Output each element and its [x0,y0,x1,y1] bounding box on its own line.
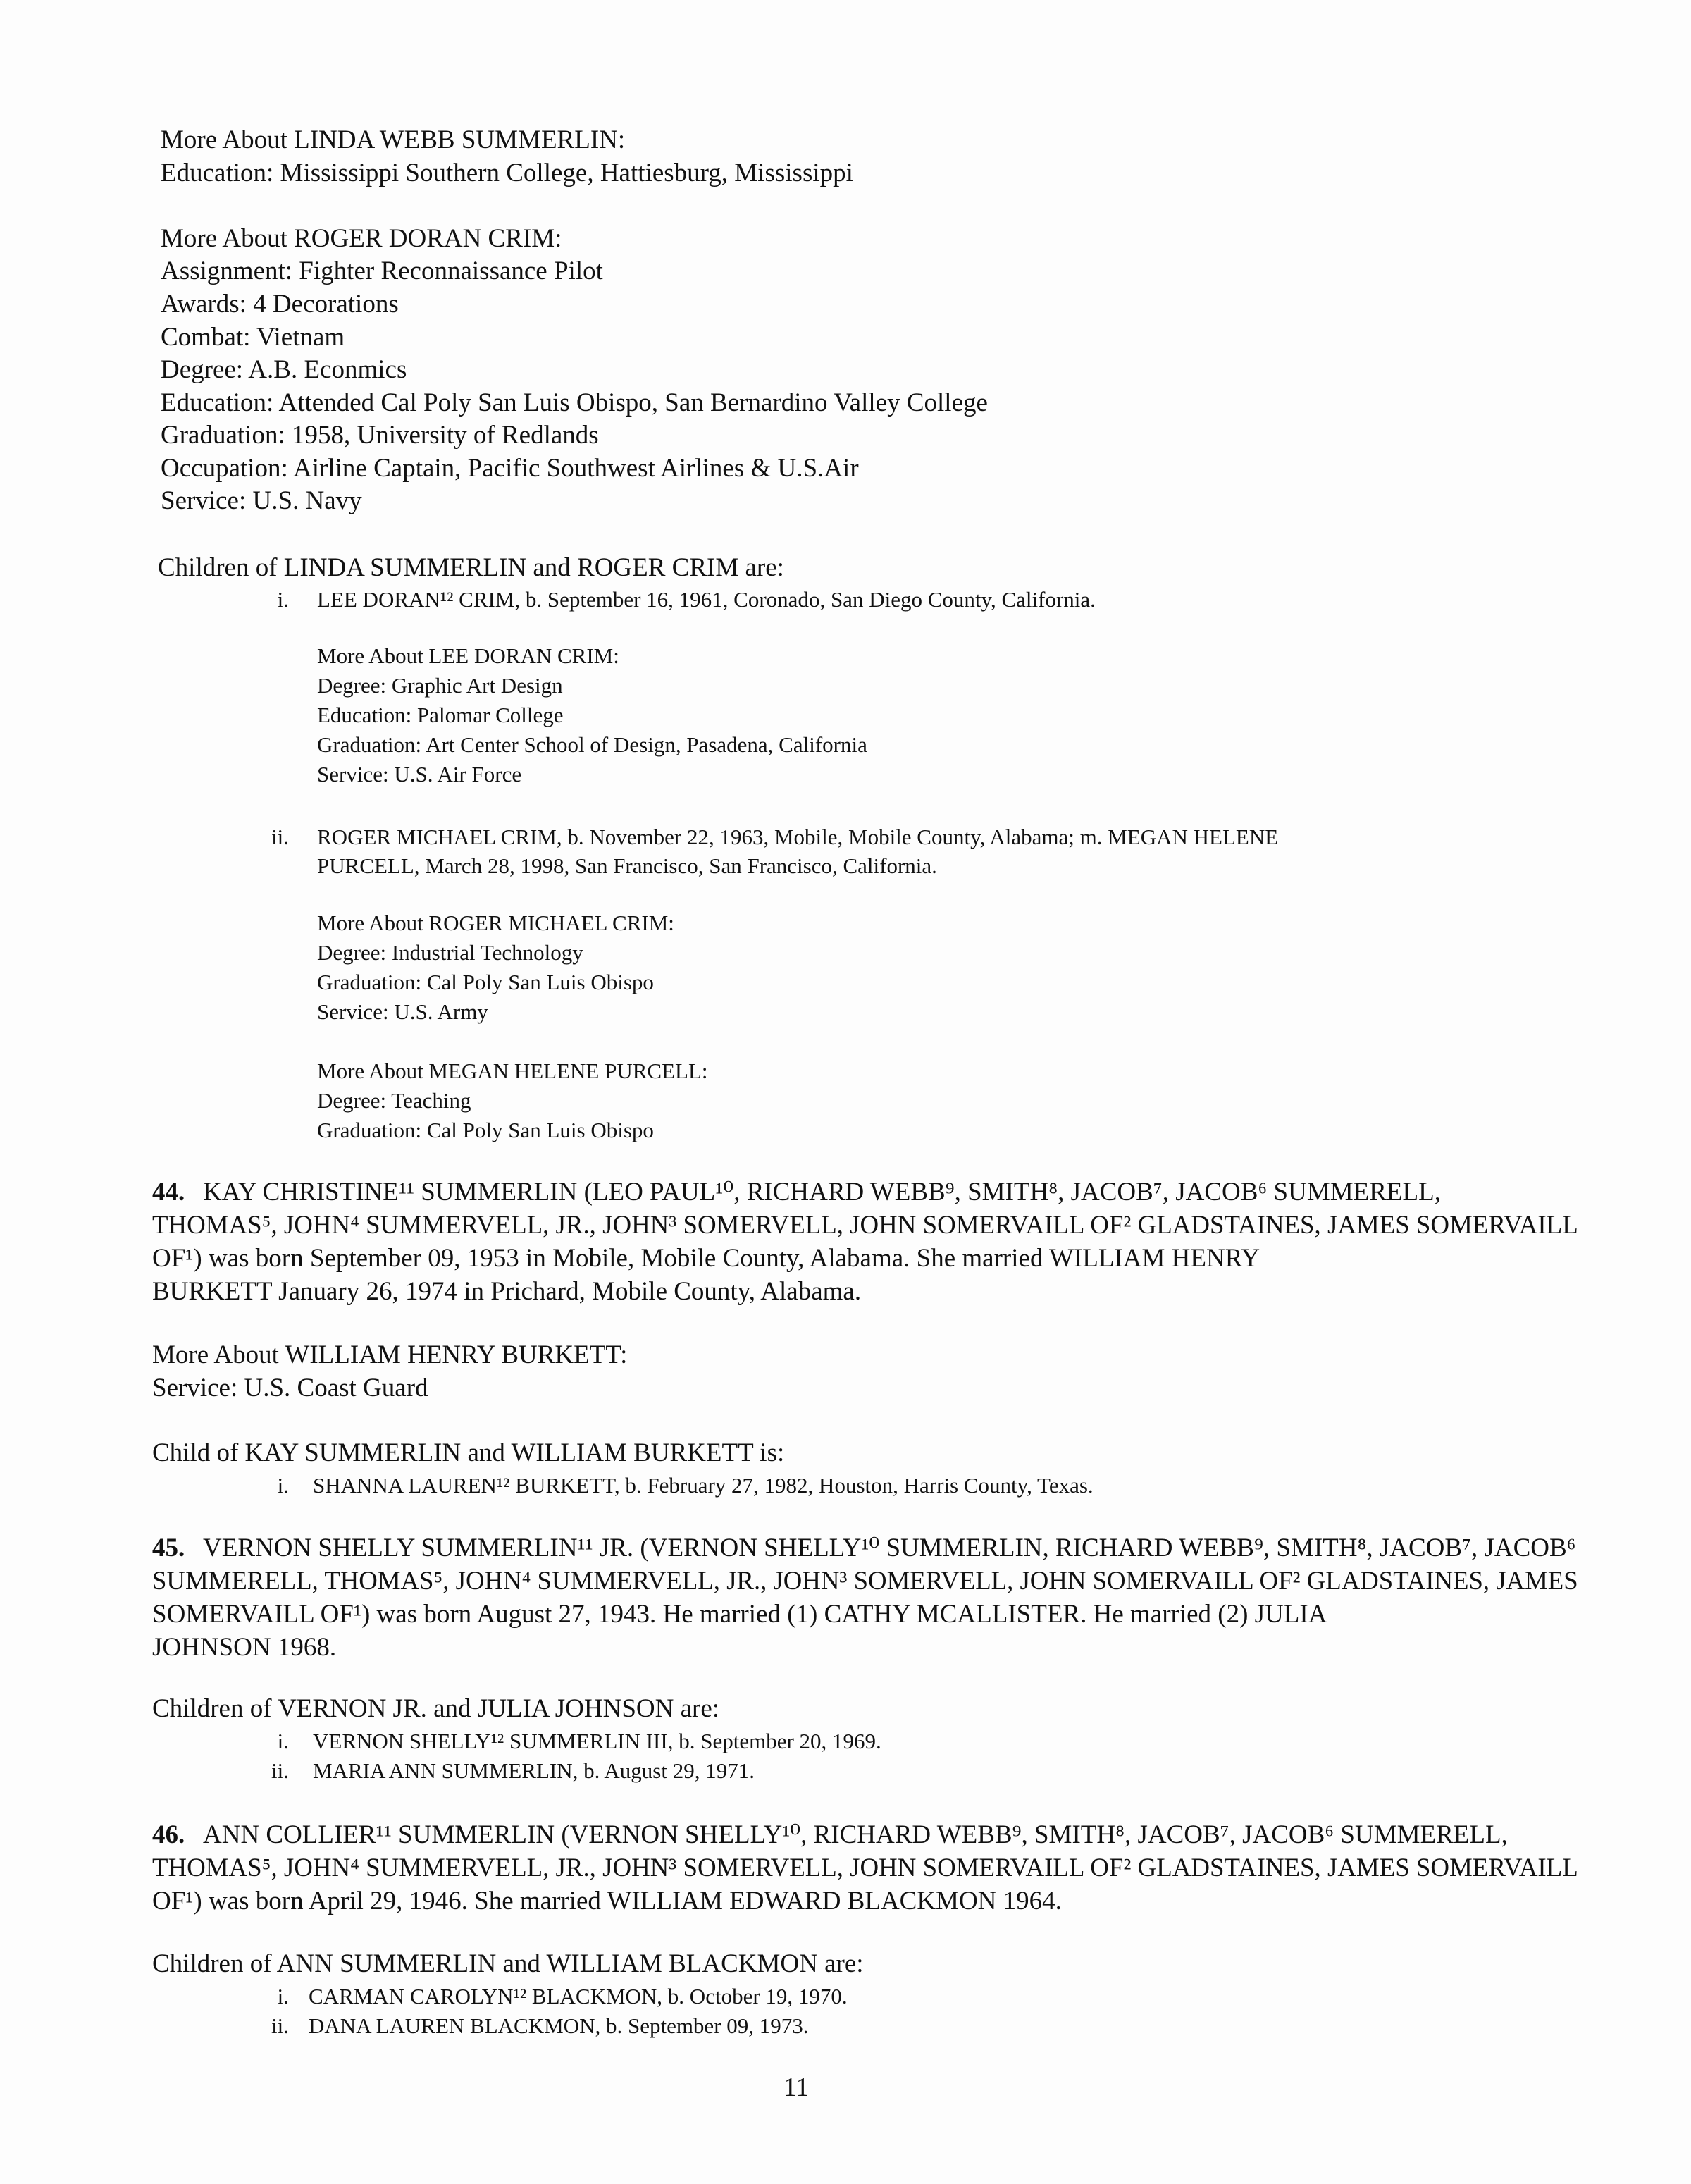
list-numeral: ii. [271,2013,289,2038]
child-entry: VERNON SHELLY¹² SUMMERLIN III, b. September 20, 1969. [313,1729,881,1753]
children-heading: Children of VERNON JR. and JULIA JOHNSON are: [152,1694,720,1723]
fact-line: Degree: Industrial Technology [317,940,583,965]
entry-text: JOHNSON 1968. [152,1633,337,1662]
fact-line: Service: U.S. Army [317,999,488,1024]
more-about-heading: More About MEGAN HELENE PURCELL: [317,1059,708,1083]
children-heading: Children of ANN SUMMERLIN and WILLIAM BLACKMON are: [152,1949,864,1978]
entry-number: 44. [152,1178,185,1207]
entry-text: OF¹) was born April 29, 1946. She married WILLIAM EDWARD BLACKMON 1964. [152,1887,1062,1915]
child-entry: CARMAN CAROLYN¹² BLACKMON, b. October 19, 1970. [309,1984,848,2009]
fact-line: Assignment: Fighter Reconnaissance Pilot [161,257,603,285]
more-about-heading: More About ROGER MICHAEL CRIM: [317,911,674,935]
entry-text: SOMERVAILL OF¹) was born August 27, 1943. He married (1) CATHY MCALLISTER. He married (2) JULIA [152,1600,1327,1629]
list-numeral: i. [277,587,289,612]
more-about-heading: More About LINDA WEBB SUMMERLIN: [161,125,626,154]
child-entry: PURCELL, March 28, 1998, San Francisco, San Francisco, California. [317,853,937,878]
child-entry: DANA LAUREN BLACKMON, b. September 09, 1973. [309,2013,809,2038]
entry-text: THOMAS⁵, JOHN⁴ SUMMERVELL, JR., JOHN³ SOMERVELL, JOHN SOMERVAILL OF² GLADSTAINES, JAMES SOMERVAILL [152,1853,1578,1882]
list-numeral: i. [277,1984,289,2009]
child-entry: LEE DORAN¹² CRIM, b. September 16, 1961, Coronado, San Diego County, California. [317,587,1096,612]
list-numeral: i. [277,1473,289,1498]
entry-text: SUMMERELL, THOMAS⁵, JOHN⁴ SUMMERVELL, JR., JOHN³ SOMERVELL, JOHN SOMERVAILL OF² GLADSTAINES, JAMES [152,1567,1578,1596]
fact-line: Graduation: Art Center School of Design, Pasadena, California [317,732,867,757]
entry-text: THOMAS⁵, JOHN⁴ SUMMERVELL, JR., JOHN³ SOMERVELL, JOHN SOMERVAILL OF² GLADSTAINES, JAMES SOMERVAILL [152,1211,1578,1240]
fact-line: Occupation: Airline Captain, Pacific Southwest Airlines & U.S.Air [161,454,859,483]
entry-text: ANN COLLIER¹¹ SUMMERLIN (VERNON SHELLY¹⁰, RICHARD WEBB⁹, SMITH⁸, JACOB⁷, JACOB⁶ SUMMERELL, [203,1820,1508,1849]
more-about-heading: More About WILLIAM HENRY BURKETT: [152,1340,628,1369]
entry-number: 46. [152,1820,185,1849]
fact-line: Service: U.S. Air Force [317,762,522,786]
entry-text: KAY CHRISTINE¹¹ SUMMERLIN (LEO PAUL¹⁰, RICHARD WEBB⁹, SMITH⁸, JACOB⁷, JACOB⁶ SUMMERELL, [203,1178,1441,1207]
fact-line: Education: Palomar College [317,703,564,727]
fact-line: Service: U.S. Coast Guard [152,1374,428,1402]
child-entry: SHANNA LAUREN¹² BURKETT, b. February 27, 1982, Houston, Harris County, Texas. [313,1473,1094,1498]
fact-line: Service: U.S. Navy [161,486,362,515]
fact-line: Graduation: 1958, University of Redlands [161,421,599,450]
entry-number: 45. [152,1534,185,1562]
fact-line: Degree: Graphic Art Design [317,673,563,698]
entry-text: OF¹) was born September 09, 1953 in Mobile, Mobile County, Alabama. She married WILLIAM HENRY [152,1244,1260,1273]
fact-line: Awards: 4 Decorations [161,290,399,319]
list-numeral: i. [277,1729,289,1753]
fact-line: Degree: A.B. Econmics [161,355,407,384]
fact-line: Education: Mississippi Southern College, Hattiesburg, Mississippi [161,159,853,187]
fact-line: Education: Attended Cal Poly San Luis Obispo, San Bernardino Valley College [161,388,988,417]
children-heading: Child of KAY SUMMERLIN and WILLIAM BURKETT is: [152,1438,785,1467]
fact-line: Graduation: Cal Poly San Luis Obispo [317,970,654,994]
list-numeral: ii. [271,1758,289,1783]
entry-text: VERNON SHELLY SUMMERLIN¹¹ JR. (VERNON SHELLY¹⁰ SUMMERLIN, RICHARD WEBB⁹, SMITH⁸, JACOB⁷, JACOB⁶ [203,1534,1576,1562]
entry-text: BURKETT January 26, 1974 in Prichard, Mobile County, Alabama. [152,1277,862,1306]
more-about-heading: More About LEE DORAN CRIM: [317,643,619,668]
more-about-heading: More About ROGER DORAN CRIM: [161,224,562,253]
children-heading: Children of LINDA SUMMERLIN and ROGER CRIM are: [158,553,784,582]
page-number: 11 [783,2073,810,2102]
child-entry: MARIA ANN SUMMERLIN, b. August 29, 1971. [313,1758,755,1783]
fact-line: Degree: Teaching [317,1088,471,1113]
fact-line: Graduation: Cal Poly San Luis Obispo [317,1118,654,1142]
fact-line: Combat: Vietnam [161,323,345,352]
child-entry: ROGER MICHAEL CRIM, b. November 22, 1963, Mobile, Mobile County, Alabama; m. MEGAN HELENE [317,825,1279,849]
list-numeral: ii. [271,825,289,849]
